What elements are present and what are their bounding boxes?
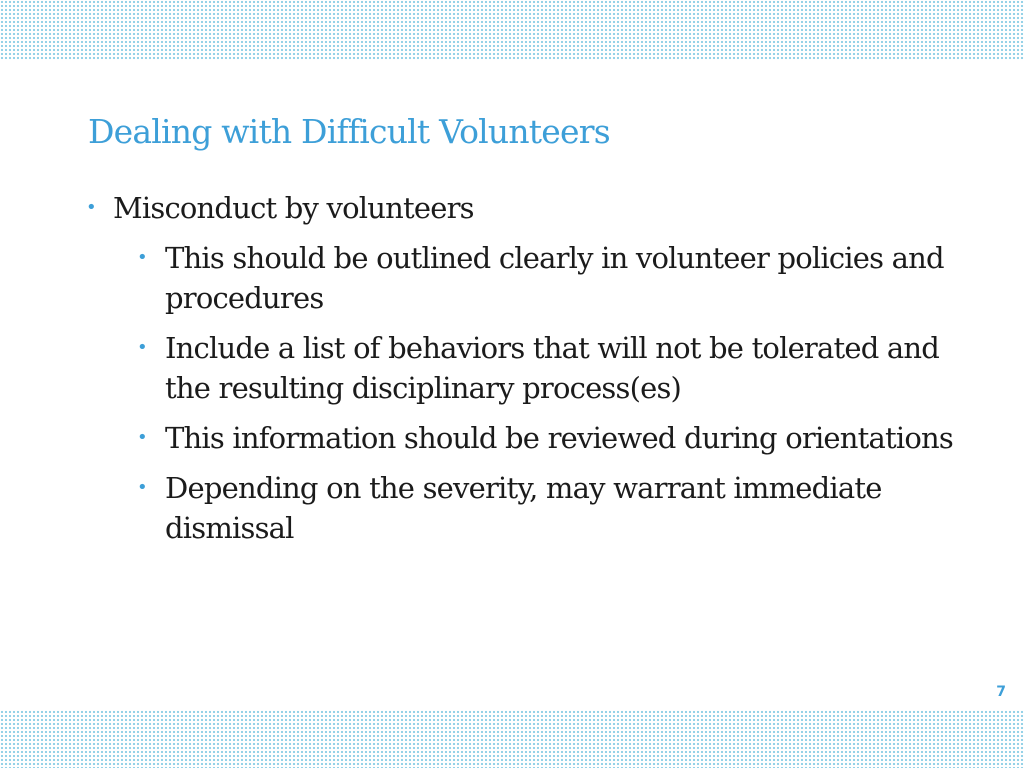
sub-bullet-text: This information should be reviewed during orientations xyxy=(165,421,953,455)
sub-bullet-text: Include a list of behaviors that will not be tolerated and the resulting disciplinary process(es) xyxy=(165,331,940,405)
slide-title: Dealing with Difficult Volunteers xyxy=(88,112,610,151)
sub-bullet-item-dismissal xyxy=(137,468,966,548)
bullet-text: Misconduct by volunteers xyxy=(113,191,474,225)
sub-bullet-text: This should be outlined clearly in volunteer policies and procedures xyxy=(165,241,944,315)
bullet-dot-icon: • xyxy=(137,477,147,498)
bullet-dot-icon: • xyxy=(137,247,147,268)
bullet-dot-icon: • xyxy=(86,197,96,218)
sub-bullet-text: Depending on the severity, may warrant immediate dismissal xyxy=(165,471,882,545)
page-number: 7 xyxy=(996,684,1006,700)
sub-bullet-item-behaviors xyxy=(137,328,966,408)
bullet-dot-icon: • xyxy=(137,427,147,448)
bottom-dot-pattern-band xyxy=(0,710,1024,768)
bullet-item-misconduct xyxy=(86,188,966,548)
sub-bullet-list xyxy=(113,238,966,548)
sub-bullet-item-policies xyxy=(137,238,966,318)
bullet-dot-icon: • xyxy=(137,337,147,358)
sub-bullet-item-orientations xyxy=(137,418,966,458)
bullet-list xyxy=(86,188,966,558)
top-dot-pattern-band xyxy=(0,0,1024,60)
